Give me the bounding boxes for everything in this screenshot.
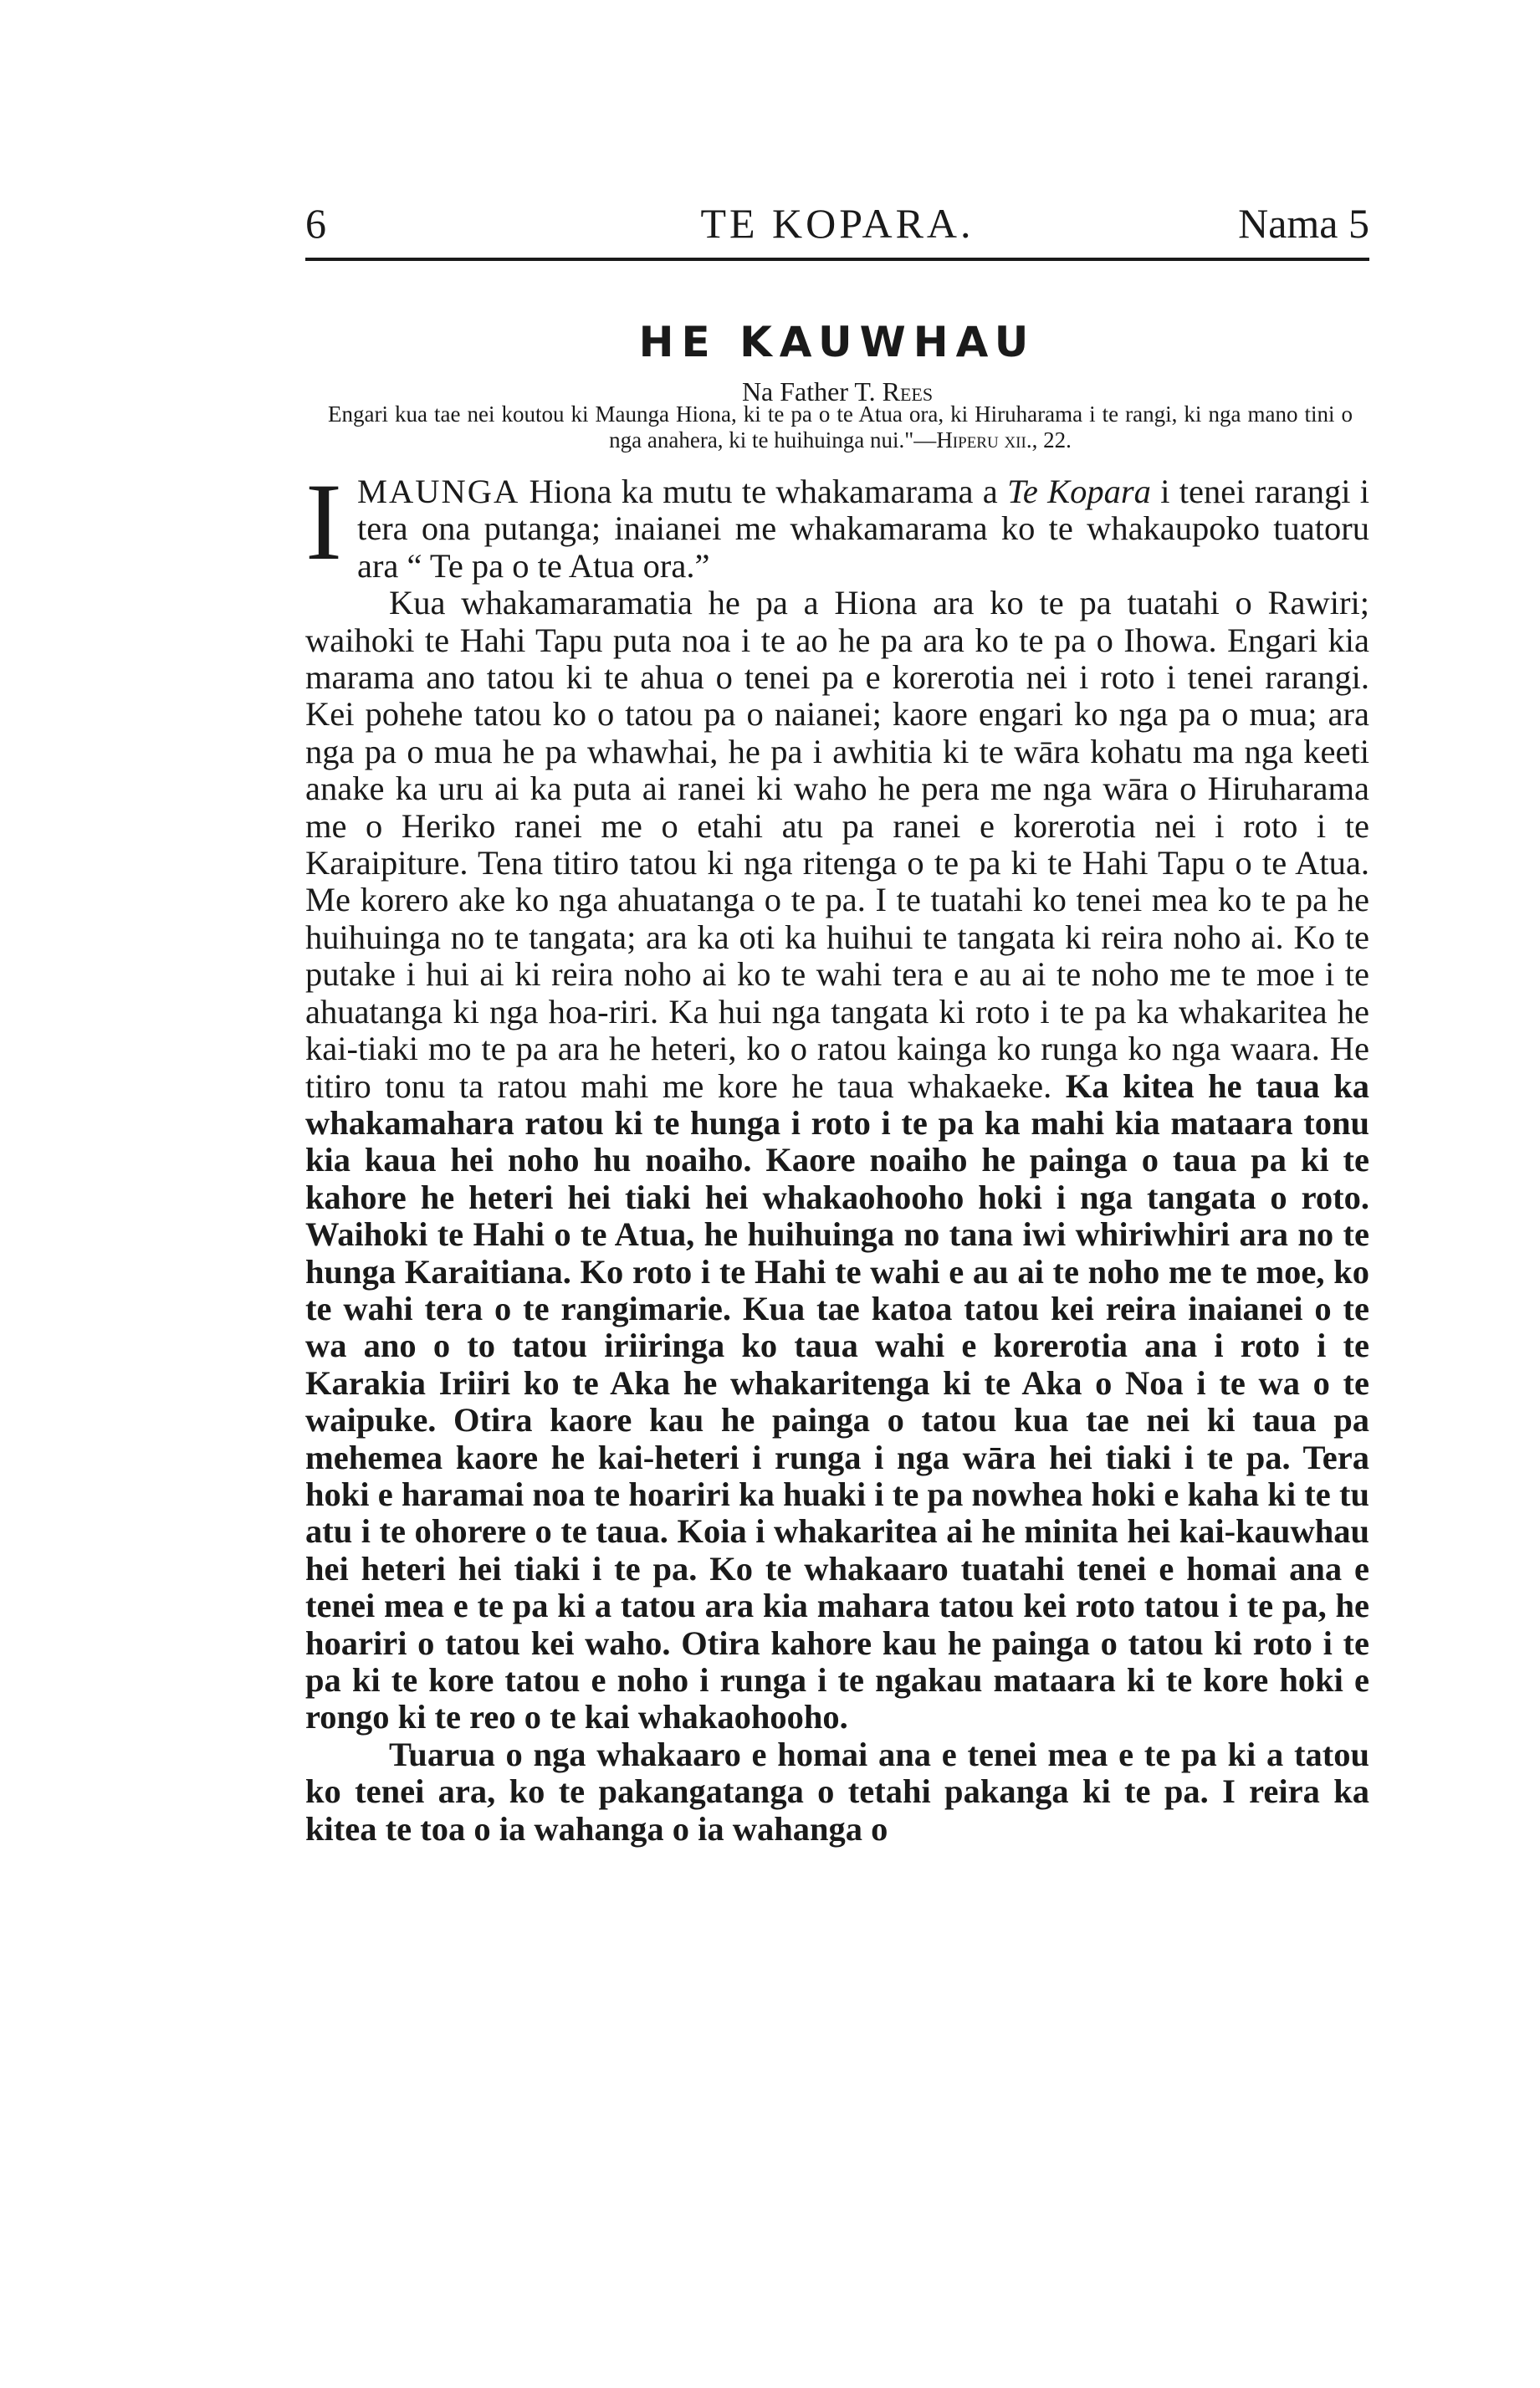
running-header <box>305 194 1369 253</box>
journal-title: TE KOPARA. <box>700 200 975 247</box>
epigraph-text: Engari kua tae nei koutou ki Maunga Hiona, ki te pa o te Atua ora, ki Hiruharama i te rangi, ki nga mano tini o nga anahera, ki te huihuinga nui."— <box>328 401 1353 453</box>
byline-author: Rees <box>882 376 934 407</box>
drop-cap: I <box>305 460 342 583</box>
journal-name-italic: Te Kopara <box>1007 473 1151 510</box>
paragraph-2-text: Kua whakamaramatia he pa a Hiona ara ko te pa tuatahi o Rawiri; waihoki te Hahi Tapu puta noa i te ao he pa ara ko te pa o Ihowa. Engari kia marama ano tatou ki te ahua o tenei pa e korerotia nei i roto i tenei rarangi. Kei pohehe tatou ko o tatou pa o naianei; kaore engari ko nga pa o mua; ara nga pa o mua he pa whawhai, he pa i awhitia ki te wāra kohatu ma nga keeti anake ka uru ai ka puta ai ranei ki waho he pera me nga wāra o Hiruharama me o Heriko ranei me o etahi atu pa ranei e korerotia nei i roto i te Karaipiture. Tena titiro tatou ki nga ritenga o te pa ki te Hahi Tapu o te Atua. Me korero ake ko nga ahuatanga o te pa. I te tuatahi ko tenei mea ko te pa he huihuinga no te tangata; ara ka oti ka huihui te tangata ki reira noho ai. Ko te putake i hui ai ki reira noho ai ko te wahi tera e au ai te noho me te moe i te ahuatanga ki nga hoa-riri. Ka hui nga tangata ki roto i te pa ka whakaritea he kai-tiaki mo te pa ara he heteri, ko o ratou kainga ko runga ko nga waara. He titiro tonu ta ratou mahi me kore he taua whakaeke. <box>305 584 1369 1105</box>
paragraph-1-text-a: Hiona ka mutu te whakamarama a <box>519 473 1008 510</box>
paragraph-3: Tuarua o nga whakaaro e homai ana e tenei mea e te pa ki a tatou ko tenei ara, ko te pakangatanga o tetahi pakanga ki te pa. I reira ka kitea te toa o ia wahanga o ia wahanga o <box>305 1735 1369 1848</box>
byline-prefix: Na Father T. <box>741 376 876 407</box>
header-rule <box>305 258 1369 261</box>
epigraph-source: Hiperu xii., 22. <box>936 427 1072 453</box>
article-body <box>305 460 1370 1848</box>
paragraph-1 <box>305 460 1370 585</box>
article-title: HE KAUWHAU <box>638 318 1036 366</box>
epigraph <box>328 401 1353 453</box>
paragraph-2 <box>305 585 1369 1736</box>
paragraph-2-bold-text: Ka kitea he taua ka whakamahara ratou ki te hunga i roto i te pa ka mahi kia mataara tonu kia kaua hei noho hu noaiho. Kaore noaiho he painga o taua pa ki te kahore he heteri hei tiaki hei whakaohooho hoki i nga tangata o roto. Waihoki te Hahi o te Atua, he huihuinga no tana iwi whiriwhiri ara no te hunga Karaitiana. Ko roto i te Hahi te wahi e au ai te noho me te moe, ko te wahi tera o te rangimarie. Kua tae katoa tatou kei reira inaianei o te wa ano o to tatou iriiringa ko taua wahi e korerotia ana i roto i te Karakia Iriiri ko te Aka he whakaritenga ki te Aka o Noa i te wa o te waipuke. Otira kaore kau he painga o tatou kua tae nei ki taua pa mehemea kaore he kai-heteri i runga i nga wāra hei tiaki i te pa. Tera hoki e haramai noa te hoariri ka huaki i te pa nowhea hoki e kaha ki te tu atu i te ohorere o te taua. Koia i whakaritea ai he minita hei kai-kauwhau hei heteri hei tiaki i te pa. Ko te whakaaro tuatahi tenei e homai ana e tenei mea e te pa ki a tatou ara kia mahara tatou kei roto tatou i te pa, he hoariri o tatou kei waho. Otira kahore kau he painga o tatou ki roto i te pa ki te kore tatou e noho i runga i te ngakau mataara ki te kore hoki e rongo ki te reo o te kai whakaohooho. <box>305 1066 1369 1736</box>
issue-number: Nama 5 <box>1238 200 1369 247</box>
lead-word: MAUNGA <box>356 473 520 510</box>
page-number: 6 <box>305 200 326 247</box>
paragraph-1-text-b: i tenei rarangi i tera ona putanga; inaianei me whakamarama ko te whakaupoko tuatoru ara “ Te pa o te Atua ora.” <box>356 473 1370 585</box>
